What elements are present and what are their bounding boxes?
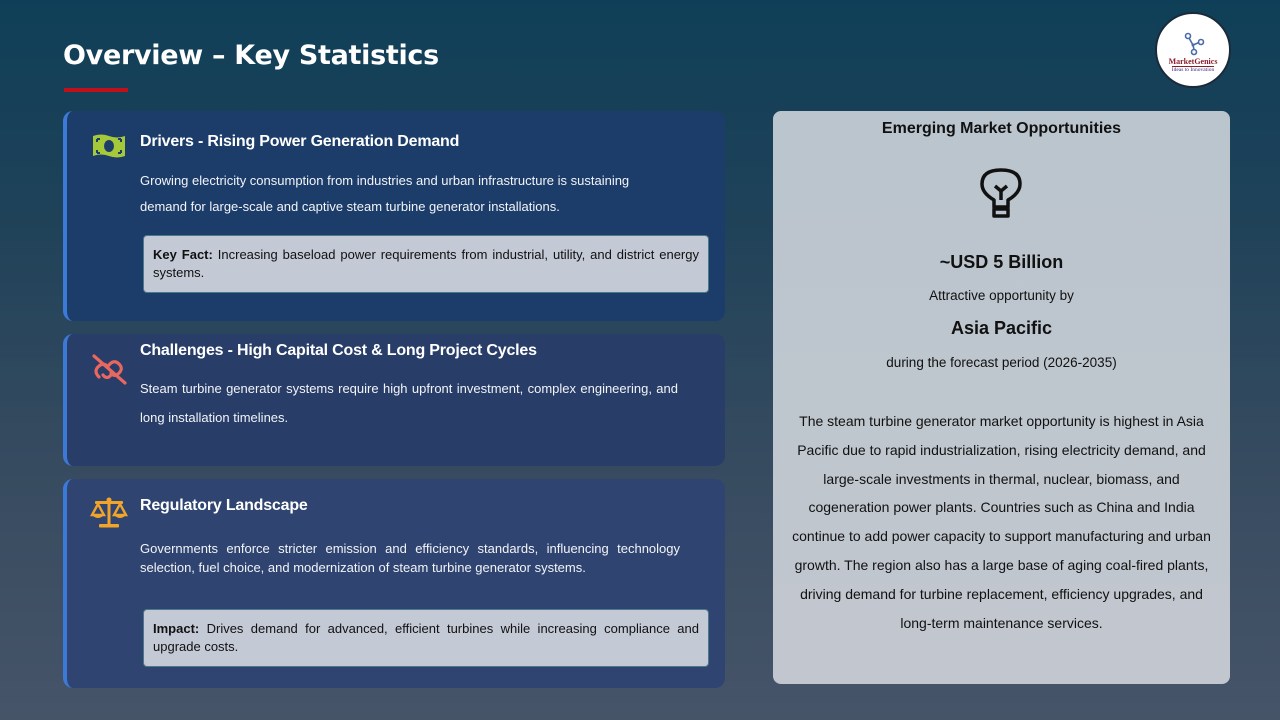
- forecast-period: during the forecast period (2026-2035): [886, 355, 1117, 370]
- impact-text: Drives demand for advanced, efficient turbines while increasing compliance and upgrade costs.: [153, 621, 699, 654]
- impact-box: [143, 609, 709, 667]
- drivers-title: Drivers - Rising Power Generation Demand: [140, 133, 460, 150]
- balance-scale-icon: [89, 495, 129, 529]
- challenges-card: [63, 334, 725, 466]
- logo-tagline: Ideas to Innovation: [1171, 66, 1215, 73]
- challenges-title: Challenges - High Capital Cost & Long Project Cycles: [140, 342, 537, 359]
- logo: [1155, 12, 1231, 88]
- page-title: Overview – Key Statistics: [63, 40, 439, 71]
- opportunity-region: Asia Pacific: [950, 318, 1053, 338]
- drivers-card: [63, 111, 725, 321]
- key-fact-text: Increasing baseload power requirements from industrial, utility, and district energy systems.: [153, 247, 699, 280]
- opportunity-panel: [773, 111, 1230, 684]
- regulatory-body: Governments enforce stricter emission and efficiency standards, influencing technology selection, fuel choice, and modernization of steam turbine generator systems.: [140, 541, 680, 575]
- title-underline: [64, 88, 128, 92]
- regulatory-title: Regulatory Landscape: [140, 497, 308, 514]
- key-fact-box: [143, 235, 709, 293]
- logo-name: MarketGenics: [1168, 56, 1218, 66]
- opportunity-value: ~USD 5 Billion: [939, 252, 1064, 272]
- drivers-body: Growing electricity consumption from industries and urban infrastructure is sustaining demand for large-scale and captive steam turbine generator installations.: [140, 173, 630, 214]
- network-nodes-icon: [1181, 32, 1205, 56]
- challenges-body: Steam turbine generator systems require high upfront investment, complex engineering, and long installation timelines.: [140, 381, 678, 425]
- money-bill-icon: [89, 130, 129, 164]
- lightbulb-icon: [978, 167, 1024, 221]
- impact-label: Impact:: [153, 621, 200, 636]
- opportunity-title: Emerging Market Opportunities: [881, 120, 1122, 137]
- broken-link-icon: [89, 351, 129, 385]
- key-fact-label: Key Fact:: [153, 247, 213, 262]
- opportunity-subtitle: Attractive opportunity by: [929, 288, 1074, 303]
- regulatory-card: [63, 479, 725, 688]
- opportunity-description: The steam turbine generator market opportunity is highest in Asia Pacific due to rapid industrialization, rising electricity demand, and large-scale investments in thermal, nuclear, biomass, and cogeneration power plants. Countries such as China and India continue to add power capacity to support manufacturing and urban growth. The region also has a large base of aging coal-fired plants, driving demand for turbine replacement, efficiency upgrades, and long-term maintenance services.: [792, 413, 1211, 631]
